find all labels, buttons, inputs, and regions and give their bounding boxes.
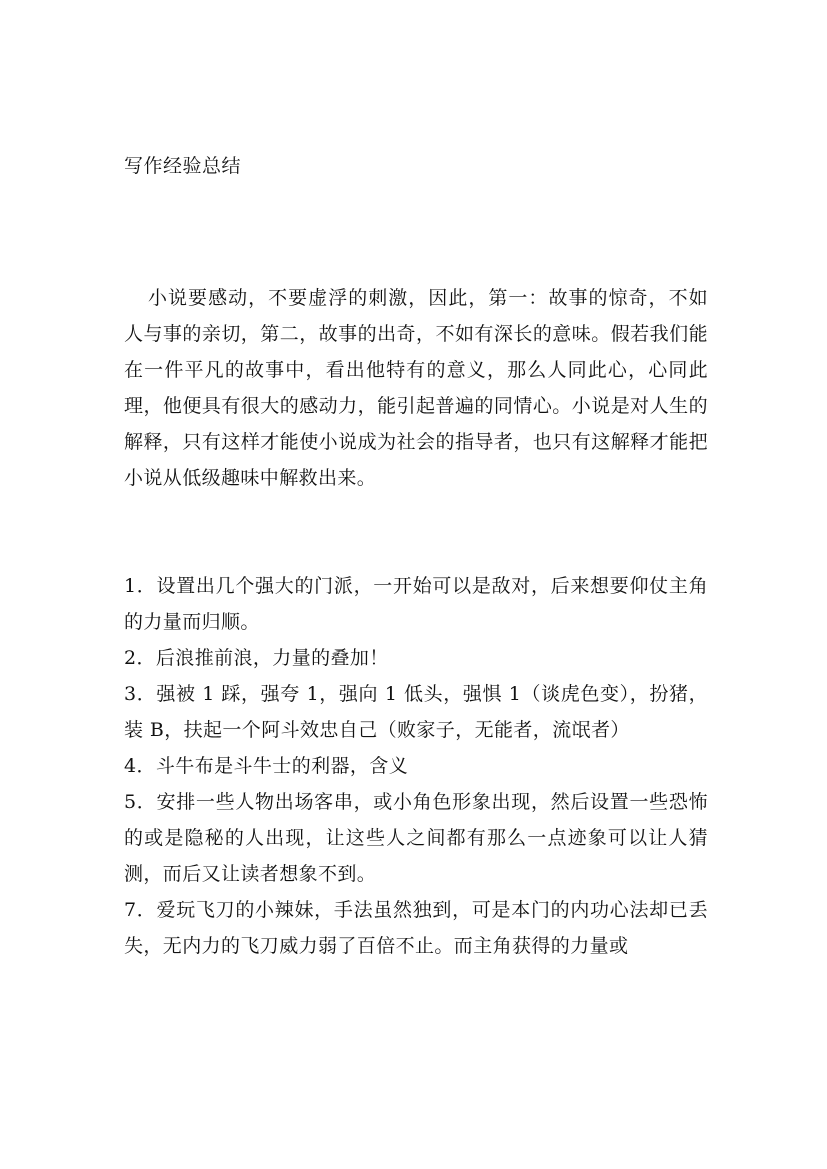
document-title: 写作经验总结 xyxy=(124,155,242,177)
document-body xyxy=(124,280,708,964)
list-item: 2．后浪推前浪，力量的叠加！ xyxy=(124,647,389,669)
list-item: 5．安排一些人物出场客串，或小角色形象出现，然后设置一些恐怖的或是隐秘的人出现，让这些人之间都有那么一点迹象可以让人猜测，而后又让读者想象不到。 xyxy=(124,791,708,885)
list-item: 1．设置出几个强大的门派，一开始可以是敌对，后来想要仰仗主角的力量而归顺。 xyxy=(124,575,708,633)
list-item: 7．爱玩飞刀的小辣妹，手法虽然独到，可是本门的内功心法却已丢失，无内力的飞刀威力弱了百倍不止。而主角获得的力量或 xyxy=(124,899,708,957)
list-item: 4．斗牛布是斗牛士的利器，含义 xyxy=(124,755,409,777)
list-item: 3．强被 1 踩，强夸 1，强向 1 低头，强惧 1（谈虎色变），扮猪，装 B，扶起一个阿斗效忠自己（败家子，无能者，流氓者） xyxy=(124,683,708,741)
tips-list xyxy=(124,568,708,964)
intro-paragraph: 小说要感动，不要虚浮的刺激，因此，第一：故事的惊奇，不如人与事的亲切，第二，故事的出奇，不如有深长的意味。假若我们能在一件平凡的故事中，看出他特有的意义，那么人同此心，心同此理，他便具有很大的感动力，能引起普遍的同情心。小说是对人生的解释，只有这样才能使小说成为社会的指导者，也只有这解释才能把小说从低级趣味中解救出来。 xyxy=(124,287,708,489)
